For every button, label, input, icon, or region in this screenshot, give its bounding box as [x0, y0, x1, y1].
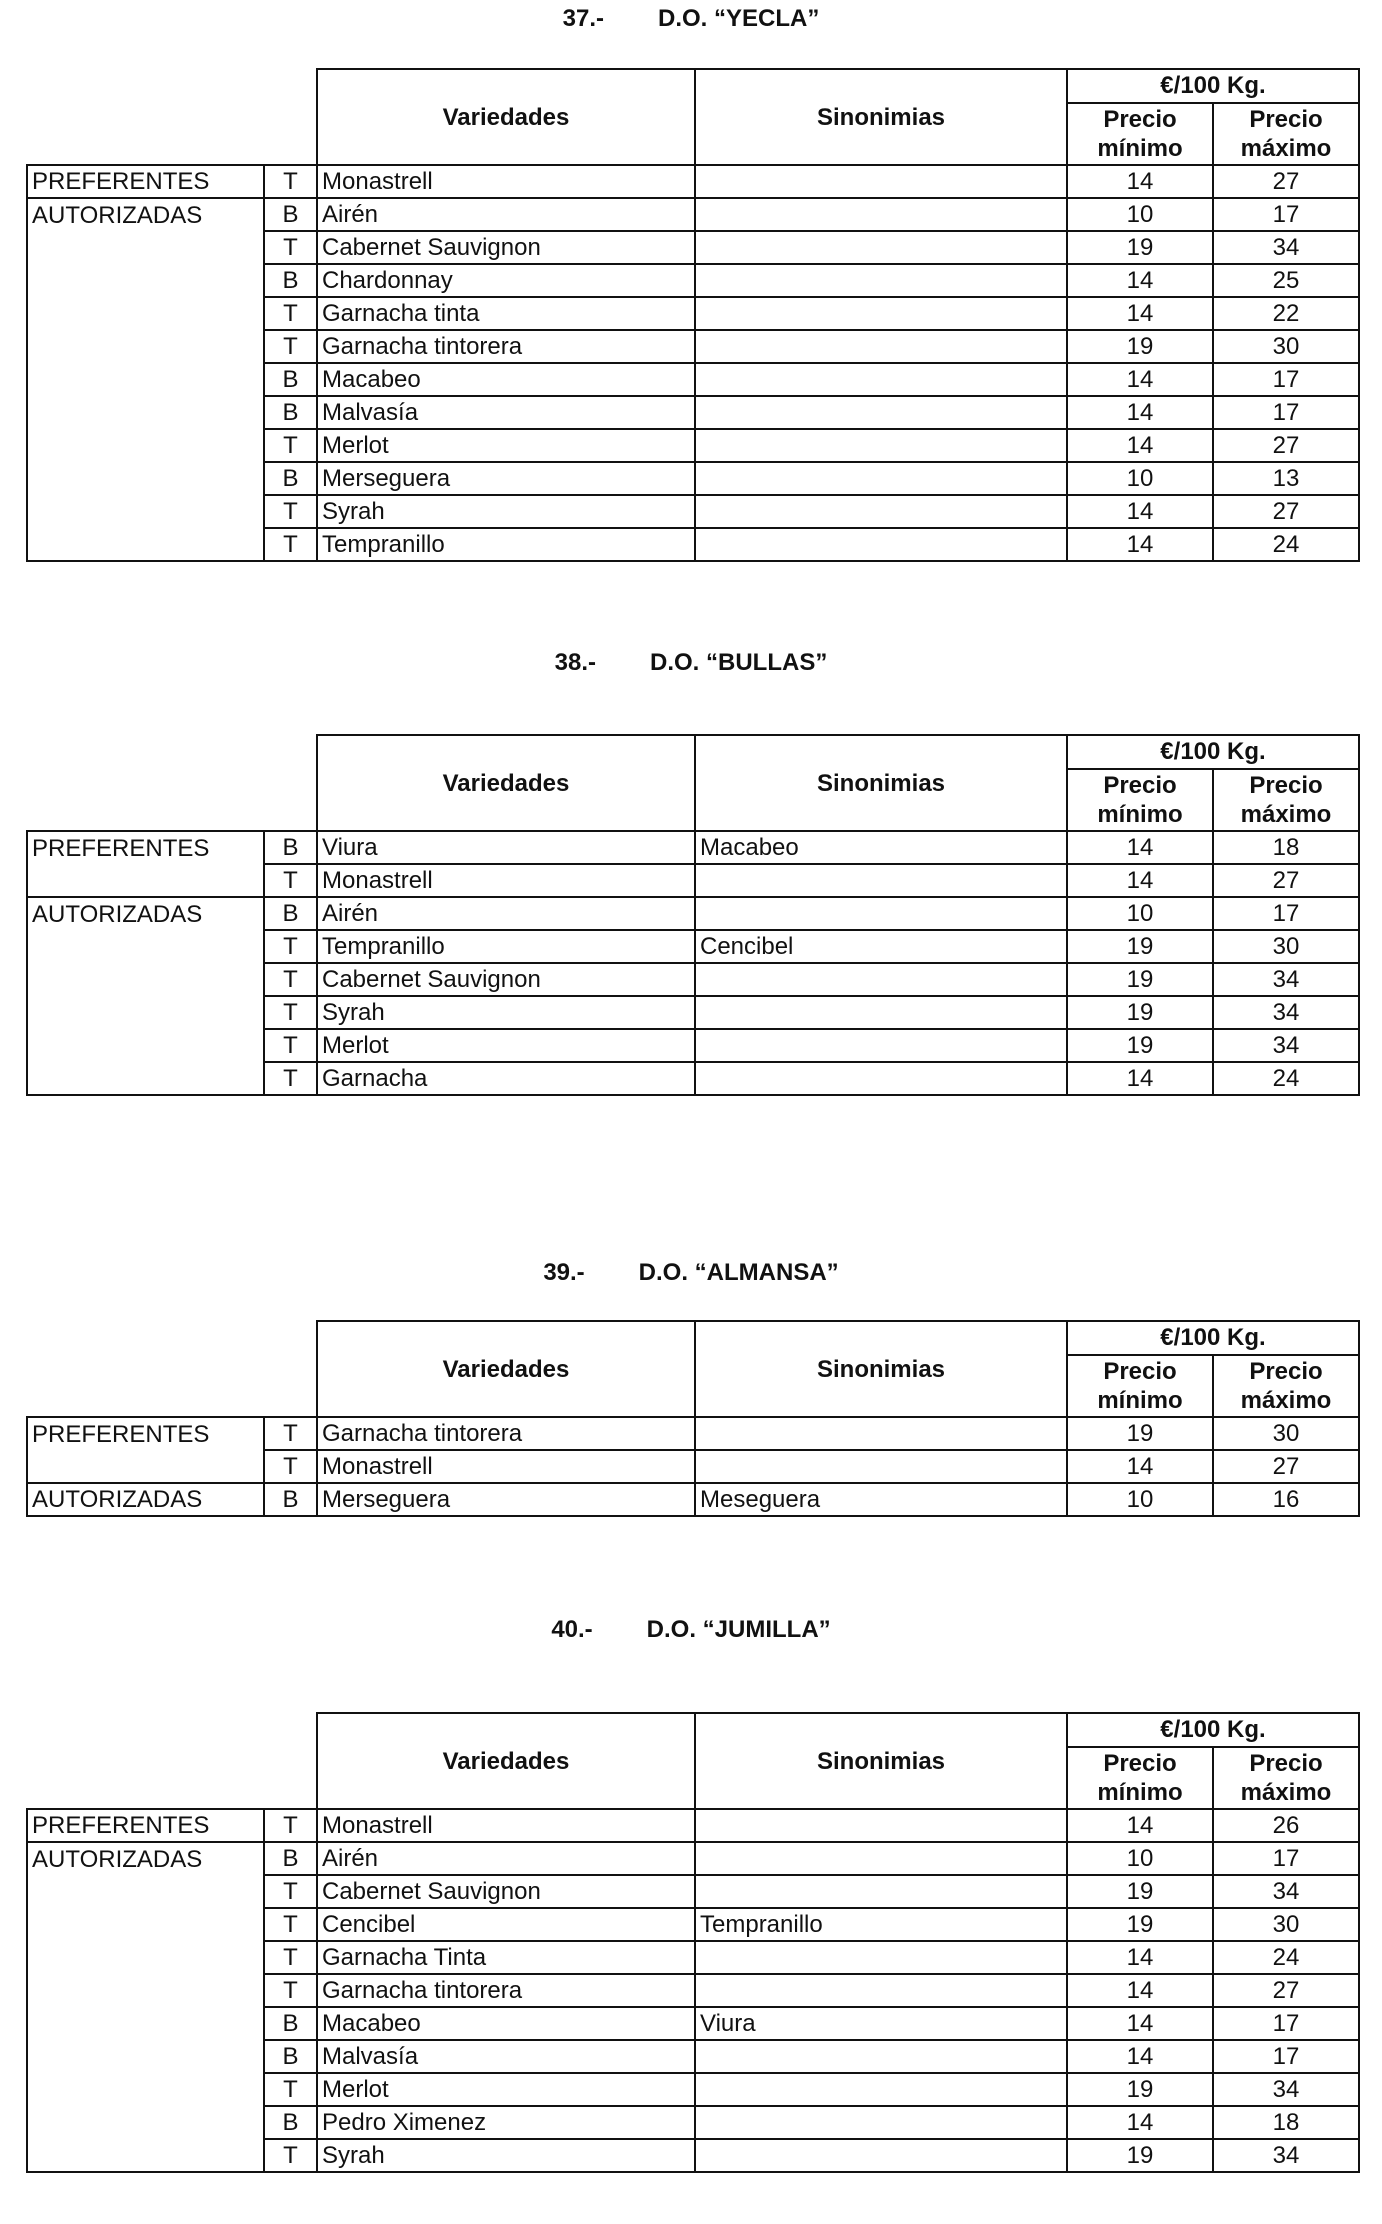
category-cell	[27, 528, 264, 561]
category-cell	[27, 2040, 264, 2073]
min-price-cell: 19	[1067, 930, 1213, 963]
category-cell	[27, 1875, 264, 1908]
min-price-cell: 19	[1067, 1417, 1213, 1450]
table-row	[27, 429, 1359, 462]
category-cell	[27, 1450, 264, 1483]
synonym-cell	[695, 363, 1067, 396]
section-title	[0, 1615, 1382, 1645]
category-cell	[27, 462, 264, 495]
max-price-cell: 27	[1213, 165, 1359, 198]
min-price-cell: 19	[1067, 231, 1213, 264]
variety-cell: Merlot	[317, 429, 695, 462]
max-price-cell: 13	[1213, 462, 1359, 495]
header-unit: €/100 Kg.	[1067, 735, 1359, 769]
color-cell: B	[264, 2040, 317, 2073]
min-price-cell: 14	[1067, 1974, 1213, 2007]
synonym-cell: Macabeo	[695, 831, 1067, 864]
category-cell	[27, 429, 264, 462]
min-price-cell: 10	[1067, 1483, 1213, 1516]
category-cell: AUTORIZADAS	[27, 1842, 264, 1875]
synonym-cell: Viura	[695, 2007, 1067, 2040]
variety-cell: Monastrell	[317, 864, 695, 897]
category-cell	[27, 1974, 264, 2007]
color-cell: T	[264, 1062, 317, 1095]
variety-cell: Airén	[317, 198, 695, 231]
table-row	[27, 1974, 1359, 2007]
header-row	[27, 1713, 1359, 1747]
category-cell	[27, 2139, 264, 2172]
color-cell: B	[264, 1483, 317, 1516]
min-price-cell: 14	[1067, 2106, 1213, 2139]
synonym-cell	[695, 198, 1067, 231]
synonym-cell	[695, 297, 1067, 330]
variety-cell: Garnacha tintorera	[317, 330, 695, 363]
color-cell: T	[264, 1908, 317, 1941]
max-price-cell: 34	[1213, 2139, 1359, 2172]
max-price-cell: 18	[1213, 831, 1359, 864]
variety-cell: Macabeo	[317, 2007, 695, 2040]
section-name: D.O. “ALMANSA”	[638, 1259, 839, 1286]
variety-cell: Airén	[317, 1842, 695, 1875]
varieties-table	[26, 1712, 1360, 2173]
header-minimo-label: mínimo	[1097, 1779, 1183, 1806]
min-price-cell: 14	[1067, 2007, 1213, 2040]
variety-cell: Macabeo	[317, 363, 695, 396]
category-cell	[27, 1029, 264, 1062]
header-sinonimias: Sinonimias	[695, 1321, 1067, 1417]
synonym-cell: Meseguera	[695, 1483, 1067, 1516]
category-cell: AUTORIZADAS	[27, 897, 264, 930]
color-cell: B	[264, 1842, 317, 1875]
table-row	[27, 864, 1359, 897]
synonym-cell	[695, 1029, 1067, 1062]
header-precio-maximo	[1213, 1747, 1359, 1809]
color-cell: T	[264, 963, 317, 996]
table-row	[27, 1908, 1359, 1941]
header-maximo-label: máximo	[1240, 135, 1332, 162]
color-cell: T	[264, 231, 317, 264]
max-price-cell: 24	[1213, 1941, 1359, 1974]
category-cell	[27, 330, 264, 363]
min-price-cell: 19	[1067, 2139, 1213, 2172]
header-maximo-label: máximo	[1240, 1779, 1332, 1806]
min-price-cell: 19	[1067, 330, 1213, 363]
max-price-cell: 34	[1213, 231, 1359, 264]
color-cell: T	[264, 1941, 317, 1974]
variety-cell: Garnacha tintorera	[317, 1417, 695, 1450]
max-price-cell: 17	[1213, 363, 1359, 396]
max-price-cell: 34	[1213, 963, 1359, 996]
variety-cell: Syrah	[317, 2139, 695, 2172]
color-cell: T	[264, 930, 317, 963]
header-sinonimias: Sinonimias	[695, 69, 1067, 165]
variety-cell: Monastrell	[317, 1809, 695, 1842]
header-maximo-label: máximo	[1240, 1387, 1332, 1414]
variety-cell: Monastrell	[317, 1450, 695, 1483]
header-unit: €/100 Kg.	[1067, 1713, 1359, 1747]
synonym-cell	[695, 2139, 1067, 2172]
min-price-cell: 19	[1067, 963, 1213, 996]
max-price-cell: 27	[1213, 1450, 1359, 1483]
max-price-cell: 34	[1213, 1029, 1359, 1062]
header-precio-minimo	[1067, 1747, 1213, 1809]
header-precio-label: Precio	[1103, 1750, 1177, 1777]
category-cell	[27, 2106, 264, 2139]
header-precio-minimo	[1067, 769, 1213, 831]
max-price-cell: 30	[1213, 930, 1359, 963]
variety-cell: Garnacha Tinta	[317, 1941, 695, 1974]
color-cell: T	[264, 297, 317, 330]
variety-cell: Monastrell	[317, 165, 695, 198]
min-price-cell: 14	[1067, 165, 1213, 198]
varieties-table	[26, 734, 1360, 1096]
color-cell: B	[264, 396, 317, 429]
table-row	[27, 1450, 1359, 1483]
min-price-cell: 14	[1067, 1450, 1213, 1483]
table-row	[27, 198, 1359, 231]
category-cell	[27, 1062, 264, 1095]
header-minimo-label: mínimo	[1097, 135, 1183, 162]
synonym-cell	[695, 330, 1067, 363]
min-price-cell: 19	[1067, 2073, 1213, 2106]
header-precio-maximo	[1213, 103, 1359, 165]
color-cell: B	[264, 198, 317, 231]
table-row	[27, 1029, 1359, 1062]
category-cell	[27, 930, 264, 963]
category-cell	[27, 297, 264, 330]
min-price-cell: 19	[1067, 1875, 1213, 1908]
section-name: D.O. “BULLAS”	[650, 649, 828, 676]
color-cell: T	[264, 1809, 317, 1842]
color-cell: T	[264, 996, 317, 1029]
synonym-cell	[695, 264, 1067, 297]
header-variedades: Variedades	[317, 735, 695, 831]
category-cell	[27, 1908, 264, 1941]
min-price-cell: 19	[1067, 996, 1213, 1029]
max-price-cell: 34	[1213, 1875, 1359, 1908]
min-price-cell: 10	[1067, 462, 1213, 495]
min-price-cell: 14	[1067, 831, 1213, 864]
table-row	[27, 264, 1359, 297]
max-price-cell: 17	[1213, 897, 1359, 930]
category-cell: PREFERENTES	[27, 1809, 264, 1842]
synonym-cell	[695, 231, 1067, 264]
category-cell	[27, 963, 264, 996]
synonym-cell	[695, 429, 1067, 462]
varieties-table	[26, 1320, 1360, 1517]
table-row	[27, 930, 1359, 963]
table-row	[27, 1062, 1359, 1095]
variety-cell: Syrah	[317, 495, 695, 528]
table-row	[27, 831, 1359, 864]
category-cell	[27, 264, 264, 297]
variety-cell: Merseguera	[317, 1483, 695, 1516]
section-title	[0, 648, 1382, 678]
category-cell	[27, 2073, 264, 2106]
color-cell: T	[264, 528, 317, 561]
blank-corner	[27, 69, 317, 165]
max-price-cell: 30	[1213, 1417, 1359, 1450]
table-row	[27, 1842, 1359, 1875]
synonym-cell	[695, 1875, 1067, 1908]
table-row	[27, 996, 1359, 1029]
synonym-cell	[695, 1974, 1067, 2007]
header-precio-label: Precio	[1103, 1358, 1177, 1385]
synonym-cell	[695, 2106, 1067, 2139]
min-price-cell: 14	[1067, 2040, 1213, 2073]
color-cell: B	[264, 462, 317, 495]
section-name: D.O. “JUMILLA”	[646, 1616, 831, 1643]
category-cell	[27, 363, 264, 396]
color-cell: T	[264, 330, 317, 363]
header-variedades: Variedades	[317, 1713, 695, 1809]
table-row	[27, 1809, 1359, 1842]
synonym-cell	[695, 2040, 1067, 2073]
table-row	[27, 2007, 1359, 2040]
color-cell: T	[264, 495, 317, 528]
section-number: 40.-	[551, 1616, 593, 1643]
table-row	[27, 1483, 1359, 1516]
header-variedades: Variedades	[317, 1321, 695, 1417]
variety-cell: Garnacha tintorera	[317, 1974, 695, 2007]
synonym-cell	[695, 1417, 1067, 1450]
header-minimo-label: mínimo	[1097, 801, 1183, 828]
max-price-cell: 24	[1213, 528, 1359, 561]
synonym-cell	[695, 996, 1067, 1029]
synonym-cell	[695, 864, 1067, 897]
color-cell: T	[264, 864, 317, 897]
table-row	[27, 2139, 1359, 2172]
variety-cell: Malvasía	[317, 396, 695, 429]
color-cell: B	[264, 264, 317, 297]
color-cell: B	[264, 363, 317, 396]
min-price-cell: 19	[1067, 1029, 1213, 1062]
synonym-cell	[695, 495, 1067, 528]
table-row	[27, 231, 1359, 264]
header-precio-label: Precio	[1249, 772, 1323, 799]
table-row	[27, 1875, 1359, 1908]
synonym-cell	[695, 462, 1067, 495]
color-cell: B	[264, 2007, 317, 2040]
variety-cell: Viura	[317, 831, 695, 864]
table-row	[27, 2073, 1359, 2106]
category-cell: AUTORIZADAS	[27, 1483, 264, 1516]
table-row	[27, 297, 1359, 330]
variety-cell: Cencibel	[317, 1908, 695, 1941]
max-price-cell: 16	[1213, 1483, 1359, 1516]
category-cell: PREFERENTES	[27, 165, 264, 198]
variety-cell: Airén	[317, 897, 695, 930]
blank-corner	[27, 735, 317, 831]
category-cell	[27, 495, 264, 528]
color-cell: T	[264, 2139, 317, 2172]
min-price-cell: 10	[1067, 198, 1213, 231]
category-cell: AUTORIZADAS	[27, 198, 264, 231]
max-price-cell: 17	[1213, 396, 1359, 429]
color-cell: T	[264, 1875, 317, 1908]
min-price-cell: 14	[1067, 864, 1213, 897]
variety-cell: Garnacha	[317, 1062, 695, 1095]
varieties-table	[26, 68, 1360, 562]
min-price-cell: 14	[1067, 528, 1213, 561]
table-row	[27, 897, 1359, 930]
max-price-cell: 27	[1213, 1974, 1359, 2007]
color-cell: T	[264, 1450, 317, 1483]
variety-cell: Cabernet Sauvignon	[317, 231, 695, 264]
variety-cell: Cabernet Sauvignon	[317, 1875, 695, 1908]
header-minimo-label: mínimo	[1097, 1387, 1183, 1414]
table-row	[27, 363, 1359, 396]
color-cell: B	[264, 2106, 317, 2139]
variety-cell: Tempranillo	[317, 930, 695, 963]
variety-cell: Syrah	[317, 996, 695, 1029]
synonym-cell	[695, 1842, 1067, 1875]
table-row	[27, 462, 1359, 495]
header-precio-label: Precio	[1103, 106, 1177, 133]
max-price-cell: 24	[1213, 1062, 1359, 1095]
synonym-cell	[695, 165, 1067, 198]
category-cell: PREFERENTES	[27, 831, 264, 864]
category-cell	[27, 2007, 264, 2040]
color-cell: T	[264, 1417, 317, 1450]
header-precio-label: Precio	[1249, 106, 1323, 133]
table-row	[27, 165, 1359, 198]
category-cell	[27, 396, 264, 429]
synonym-cell	[695, 897, 1067, 930]
header-sinonimias: Sinonimias	[695, 735, 1067, 831]
section-number: 38.-	[554, 649, 597, 676]
category-cell	[27, 996, 264, 1029]
synonym-cell	[695, 1809, 1067, 1842]
max-price-cell: 27	[1213, 864, 1359, 897]
header-maximo-label: máximo	[1240, 801, 1332, 828]
table-row	[27, 1941, 1359, 1974]
max-price-cell: 17	[1213, 198, 1359, 231]
category-cell	[27, 864, 264, 897]
min-price-cell: 19	[1067, 1908, 1213, 1941]
max-price-cell: 26	[1213, 1809, 1359, 1842]
max-price-cell: 30	[1213, 330, 1359, 363]
variety-cell: Cabernet Sauvignon	[317, 963, 695, 996]
header-sinonimias: Sinonimias	[695, 1713, 1067, 1809]
color-cell: T	[264, 165, 317, 198]
section-title	[0, 4, 1382, 34]
max-price-cell: 25	[1213, 264, 1359, 297]
variety-cell: Chardonnay	[317, 264, 695, 297]
min-price-cell: 10	[1067, 897, 1213, 930]
table-row	[27, 2040, 1359, 2073]
synonym-cell	[695, 963, 1067, 996]
variety-cell: Malvasía	[317, 2040, 695, 2073]
section-name: D.O. “YECLA”	[658, 5, 820, 32]
min-price-cell: 14	[1067, 495, 1213, 528]
color-cell: T	[264, 1974, 317, 2007]
header-precio-label: Precio	[1249, 1750, 1323, 1777]
min-price-cell: 14	[1067, 396, 1213, 429]
variety-cell: Merlot	[317, 1029, 695, 1062]
section-title	[0, 1258, 1382, 1288]
max-price-cell: 17	[1213, 1842, 1359, 1875]
table-row	[27, 495, 1359, 528]
blank-corner	[27, 1713, 317, 1809]
color-cell: T	[264, 2073, 317, 2106]
synonym-cell	[695, 528, 1067, 561]
table-row	[27, 2106, 1359, 2139]
header-precio-minimo	[1067, 1355, 1213, 1417]
variety-cell: Tempranillo	[317, 528, 695, 561]
max-price-cell: 34	[1213, 2073, 1359, 2106]
min-price-cell: 14	[1067, 363, 1213, 396]
category-cell	[27, 1941, 264, 1974]
table-row	[27, 528, 1359, 561]
header-precio-label: Precio	[1103, 772, 1177, 799]
min-price-cell: 14	[1067, 1809, 1213, 1842]
table-row	[27, 330, 1359, 363]
max-price-cell: 17	[1213, 2007, 1359, 2040]
blank-corner	[27, 1321, 317, 1417]
header-row	[27, 735, 1359, 769]
max-price-cell: 27	[1213, 495, 1359, 528]
variety-cell: Garnacha tinta	[317, 297, 695, 330]
table-row	[27, 963, 1359, 996]
synonym-cell	[695, 1450, 1067, 1483]
min-price-cell: 14	[1067, 1941, 1213, 1974]
header-variedades: Variedades	[317, 69, 695, 165]
min-price-cell: 14	[1067, 297, 1213, 330]
header-precio-label: Precio	[1249, 1358, 1323, 1385]
max-price-cell: 27	[1213, 429, 1359, 462]
color-cell: B	[264, 897, 317, 930]
min-price-cell: 10	[1067, 1842, 1213, 1875]
color-cell: T	[264, 1029, 317, 1062]
table-row	[27, 1417, 1359, 1450]
variety-cell: Merlot	[317, 2073, 695, 2106]
table-row	[27, 396, 1359, 429]
header-unit: €/100 Kg.	[1067, 69, 1359, 103]
synonym-cell	[695, 1062, 1067, 1095]
color-cell: T	[264, 429, 317, 462]
variety-cell: Merseguera	[317, 462, 695, 495]
max-price-cell: 18	[1213, 2106, 1359, 2139]
header-precio-minimo	[1067, 103, 1213, 165]
synonym-cell: Tempranillo	[695, 1908, 1067, 1941]
max-price-cell: 30	[1213, 1908, 1359, 1941]
min-price-cell: 14	[1067, 264, 1213, 297]
min-price-cell: 14	[1067, 1062, 1213, 1095]
max-price-cell: 17	[1213, 2040, 1359, 2073]
synonym-cell	[695, 1941, 1067, 1974]
section-number: 39.-	[543, 1259, 585, 1286]
header-row	[27, 69, 1359, 103]
color-cell: B	[264, 831, 317, 864]
synonym-cell: Cencibel	[695, 930, 1067, 963]
variety-cell: Pedro Ximenez	[317, 2106, 695, 2139]
max-price-cell: 34	[1213, 996, 1359, 1029]
header-unit: €/100 Kg.	[1067, 1321, 1359, 1355]
header-precio-maximo	[1213, 1355, 1359, 1417]
category-cell	[27, 231, 264, 264]
category-cell: PREFERENTES	[27, 1417, 264, 1450]
synonym-cell	[695, 2073, 1067, 2106]
header-row	[27, 1321, 1359, 1355]
section-number: 37.-	[562, 5, 604, 32]
max-price-cell: 22	[1213, 297, 1359, 330]
header-precio-maximo	[1213, 769, 1359, 831]
synonym-cell	[695, 396, 1067, 429]
min-price-cell: 14	[1067, 429, 1213, 462]
